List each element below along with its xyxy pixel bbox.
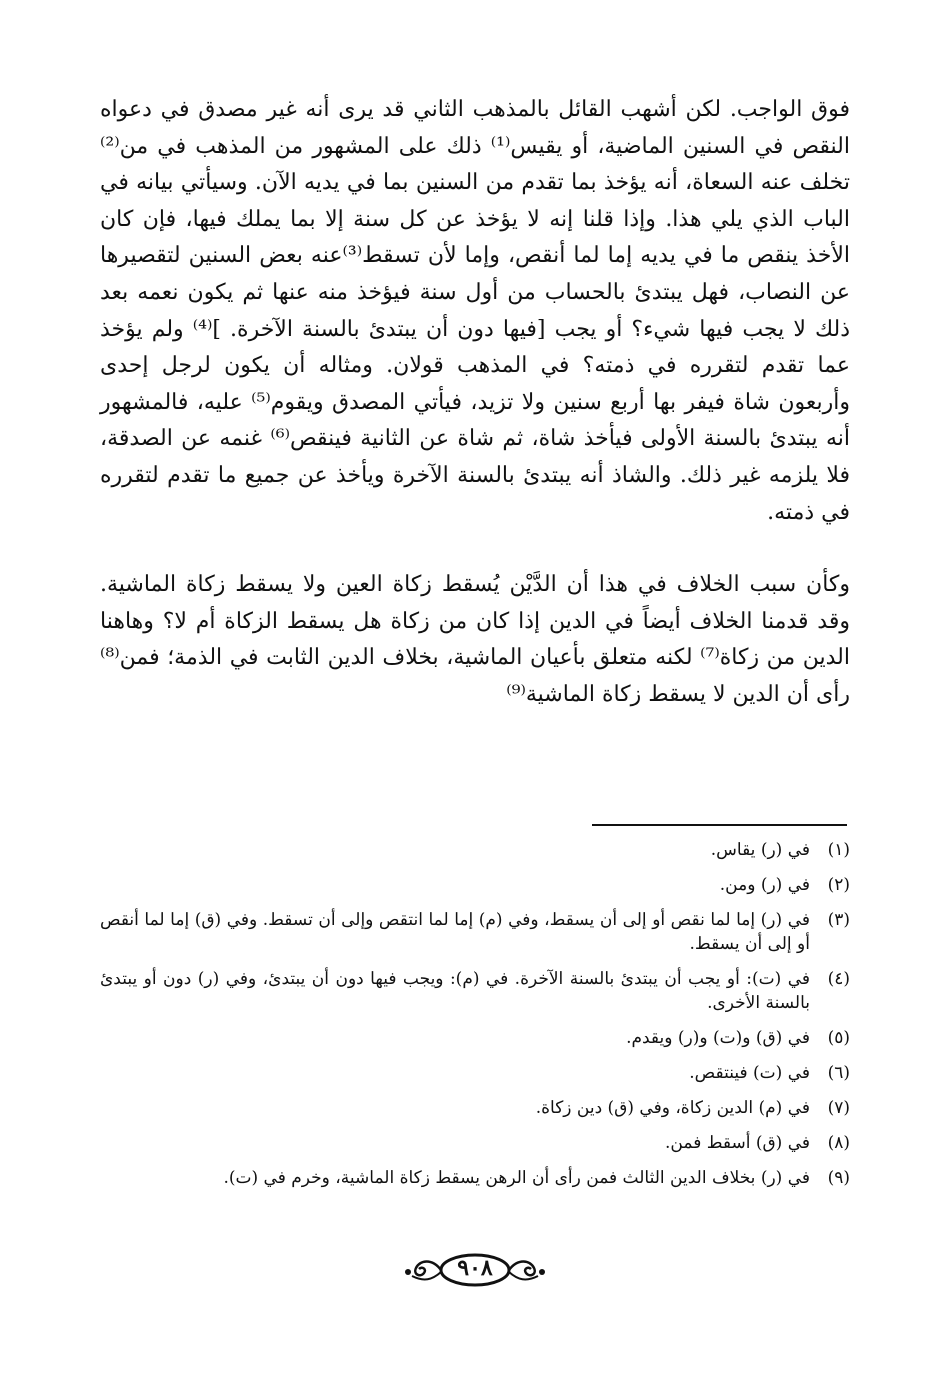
body-paragraph: فوق الواجب. لكن أشهب القائل بالمذهب الثاني قد يرى أنه غير مصدق في دعواه النقص في السنين الماضية، أو يقيس⁽¹⁾ ذلك على المشهور من المذهب في من⁽²⁾ تخلف عنه السعاة، أنه يؤخذ بما تقدم من السنين بما في يديه الآن. وسيأتي بيانه في الباب الذي يلي هذا. وإذا قلنا إنه لا يؤخذ عن كل سنة إلا بما يملك فيها، فإن كان الأخذ ينقص ما في يديه إما لما أنقص، وإما لأن تسقط⁽³⁾عنه بعض السنين لتقصيرها عن النصاب، فهل يبتدئ بالحساب من أول سنة فيؤخذ منه عنها ثم يكون نعمه بعد ذلك لا يجب فيها شيء؟ أو يجب [فيها دون أن يبتدئ بالسنة الآخرة. ]⁽⁴⁾ ولم يؤخذ عما تقدم لتقرره في ذمته؟ في المذهب قولان. ومثاله أن يكون لرجل إحدى وأربعون شاة فيفر بها أربع سنين ولا تزيد، فيأتي المصدق ويقوم⁽⁵⁾ عليه، فالمشهور أنه يبتدئ بالسنة الأولى فيأخذ شاة، ثم شاة عن الثانية فينقص⁽⁶⁾ غنمه عن الصدقة، فلا يلزمه غير ذلك. والشاذ أنه يبتدئ بالسنة الآخرة ويأخذ عن جميع ما تقدم لتقرره في ذمته.	[100, 97, 850, 525]
footnote-number: (٧)	[827, 1098, 850, 1118]
footnote	[100, 1061, 850, 1085]
page-number: ٩٠٨	[457, 1255, 493, 1281]
footnote-number: (١)	[827, 840, 850, 860]
footnote-number: (٦)	[827, 1063, 850, 1083]
footnote-text: في (م) الدين زكاة، وفي (ق) دين زكاة.	[535, 1098, 810, 1118]
footnote-number: (٨)	[827, 1133, 850, 1153]
footnote-text: في (ق) و(ت) و(ر) ويقدم.	[626, 1028, 810, 1048]
footnote	[100, 1131, 850, 1155]
footnote-text: في (ر) ومن.	[719, 875, 810, 895]
footnote-separator	[592, 824, 847, 826]
footnote	[100, 1096, 850, 1120]
footnote-number: (٥)	[827, 1028, 850, 1048]
main-text	[100, 92, 850, 714]
footnote-text: في (ر) بخلاف الدين الثالث فمن رأى أن الرهن يسقط زكاة الماشية، وخرم في (ت).	[223, 1168, 810, 1188]
body-paragraph: وكأن سبب الخلاف في هذا أن الدَّيْن يُسقط زكاة العين ولا يسقط زكاة الماشية. وقد قدمنا الخلاف أيضاً في الدين إذا كان من زكاة هل يسقط الزكاة أم لا؟ وهاهنا الدين من زكاة⁽⁷⁾ لكنه متعلق بأعيان الماشية، بخلاف الدين الثابت في الذمة؛ فمن⁽⁸⁾ رأى أن الدين لا يسقط زكاة الماشية⁽⁹⁾	[100, 572, 850, 707]
footnote-text: في (ت): أو يجب أن يبتدئ بالسنة الآخرة. في (م): ويجب فيها دون أن يبتدئ، وفي (ر) دون أو يبتدئ بالسنة الأخرى.	[100, 969, 810, 1013]
footnote	[100, 873, 850, 897]
footnote-number: (٤)	[827, 969, 850, 989]
footnote-text: في (ر) يقاس.	[710, 840, 810, 860]
footnote-text: في (ت) فينتقص.	[689, 1063, 810, 1083]
footnote	[100, 967, 850, 1015]
footnotes	[100, 838, 850, 1201]
footnote-text: في (ر) إما لما نقص أو إلى أن يسقط، وفي (م) إما لما انتقص وإلى أن تسقط. وفي (ق) إما لما أنقص أو إلى أن يسقط.	[100, 910, 810, 954]
footnote	[100, 1026, 850, 1050]
page-number-ornament	[402, 1248, 548, 1292]
footnote-number: (٣)	[827, 910, 850, 930]
footnote-number: (٢)	[827, 875, 850, 895]
footnote	[100, 1166, 850, 1190]
footnote-text: في (ق) أسقط فمن.	[665, 1133, 810, 1153]
footnote	[100, 838, 850, 862]
footnote-number: (٩)	[827, 1168, 850, 1188]
footnote	[100, 908, 850, 956]
